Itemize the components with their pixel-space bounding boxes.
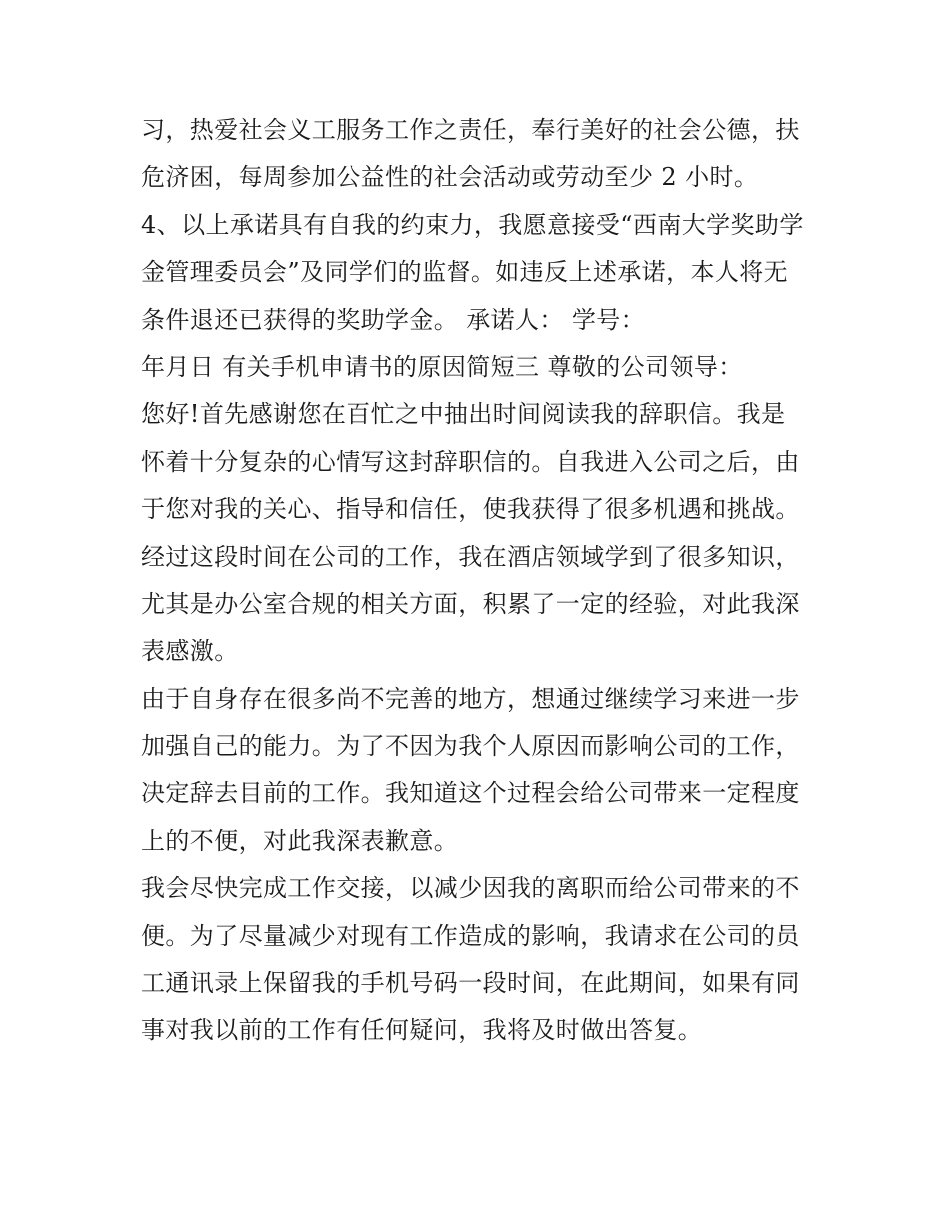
text-line: 由于自身存在很多尚不完善的地方，想通过继续学习来进一步 [141,684,800,713]
text-line: 年月日 有关手机申请书的原因简短三 尊敬的公司领导： [141,352,743,381]
text-line: 便。为了尽量减少对现有工作造成的影响，我请求在公司的员 [141,921,800,950]
text-line: 于您对我的关心、指导和信任，使我获得了很多机遇和挑战。 [141,495,800,524]
text-line: 习，热爱社会义工服务工作之责任，奉行美好的社会公德，扶 [141,116,800,144]
text-line: 经过这段时间在公司的工作，我在酒店领域学到了很多知识， [141,542,800,571]
text-line: 决定辞去目前的工作。我知道这个过程会给公司带来一定程度 [141,779,800,808]
text-line: 上的不便，对此我深表歉意。 [141,826,459,855]
text-line: 危济困，每周参加公益性的社会活动或劳动至少 2 小时。 [141,163,759,192]
text-line: 表感激。 [141,637,239,666]
text-line: 您好!首先感谢您在百忙之中抽出时间阅读我的辞职信。我是 [141,400,786,429]
text-line: 4、以上承诺具有自我的约束力，我愿意接受“西南大学奖助学 [141,210,804,239]
text-line: 事对我以前的工作有任何疑问，我将及时做出答复。 [141,1016,703,1045]
text-line: 尤其是办公室合规的相关方面，积累了一定的经验，对此我深 [141,589,800,618]
text-line: 怀着十分复杂的心情写这封辞职信的。自我进入公司之后，由 [141,447,800,476]
text-line: 金管理委员会”及同学们的监督。如违反上述承诺，本人将无 [141,258,789,287]
text-line: 我会尽快完成工作交接，以减少因我的离职而给公司带来的不 [141,874,800,903]
text-line: 工通讯录上保留我的手机号码一段时间，在此期间，如果有同 [141,969,800,998]
text-line: 加强自己的能力。为了不因为我个人原因而影响公司的工作， [141,732,800,761]
text-line: 条件退还已获得的奖助学金。 承诺人： 学号： [141,305,646,334]
document-body [141,107,821,1055]
